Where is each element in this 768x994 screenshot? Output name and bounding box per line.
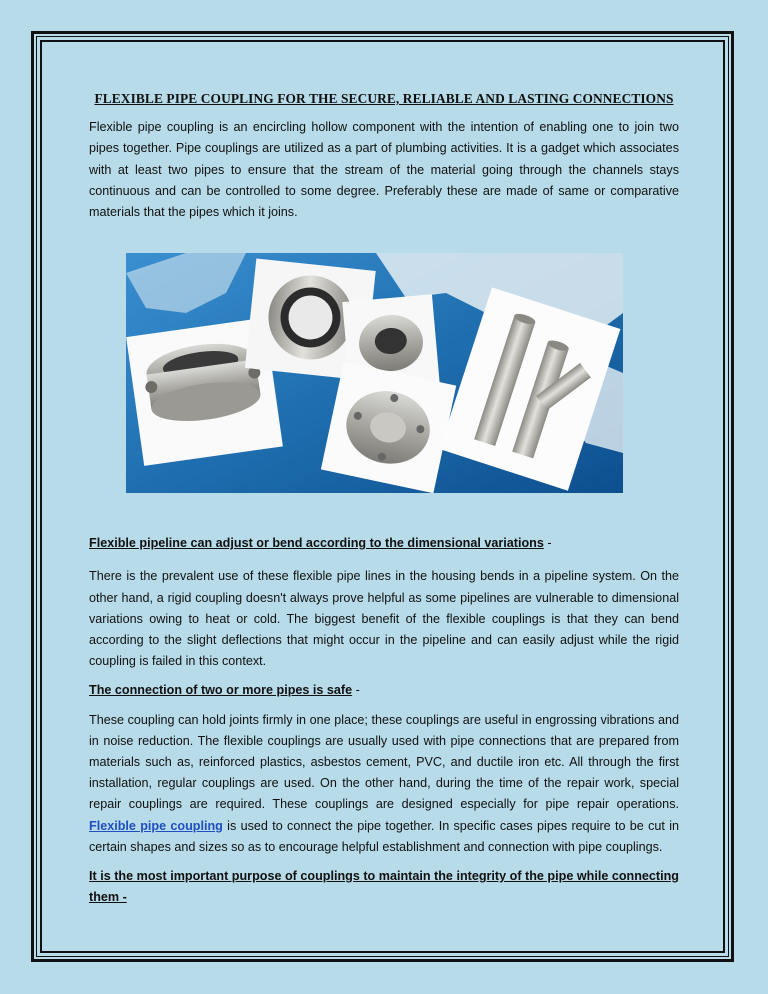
- section-2-heading-line: [89, 680, 679, 701]
- coupling-product-image: [126, 253, 623, 493]
- section-1-body: There is the prevalent use of these flexible pipe lines in the housing bends in a pipeline system. On the other hand, a rigid coupling doesn't always prove helpful as some pipelines are vulnerable to dimensional variations owing to heat or cold. The biggest benefit of the flexible couplings is that they can bend according to the slight deflections that might occur in the pipeline and can easily adjust while the rigid coupling is failed in this context.: [89, 569, 679, 669]
- document-body: [89, 88, 679, 908]
- section-1-heading: Flexible pipeline can adjust or bend according to the dimensional variations: [89, 536, 544, 551]
- section-2-body: [89, 710, 679, 858]
- intro-paragraph: Flexible pipe coupling is an encircling hollow component with the intention of enabling one to join two pipes together. Pipe couplings are utilized as a part of plumbing activities. It is a gadget which associates with at least two pipes to ensure that the stream of the material going through the channels stays continuous and can be controlled to some degree. Preferably these are made of same or comparative materials that the pipes which it joins.: [89, 120, 679, 220]
- flexible-pipe-coupling-link[interactable]: Flexible pipe coupling: [89, 818, 223, 833]
- page-title: FLEXIBLE PIPE COUPLING FOR THE SECURE, RELIABLE AND LASTING CONNECTIONS: [94, 91, 674, 106]
- section-3-heading: It is the most important purpose of couplings to maintain the integrity of the pipe while connecting them -: [89, 869, 679, 905]
- section-1-heading-suffix: -: [543, 536, 552, 551]
- section-2-heading-suffix: -: [352, 683, 360, 698]
- section-2-body-after-link: is used to connect the pipe together. In specific cases pipes require to be cut in certain shapes and sizes so as to encourage helpful establishment and connection with pipe couplings.: [89, 818, 679, 854]
- section-2-body-before-link: These coupling can hold joints firmly in one place; these couplings are useful in engrossing vibrations and in noise reduction. The flexible couplings are usually used with pipe connections that are prepared from materials such as, reinforced plastics, asbestos cement, PVC, and ductile iron etc. All through the first installation, regular couplings are used. On the other hand, during the time of the repair work, special repair couplings are required. These couplings are designed especially for pipe repair operations.: [89, 712, 679, 812]
- section-2-heading: The connection of two or more pipes is safe: [89, 683, 353, 698]
- coupling-photo-illustration: [126, 253, 623, 493]
- section-1-heading-line: [89, 533, 679, 554]
